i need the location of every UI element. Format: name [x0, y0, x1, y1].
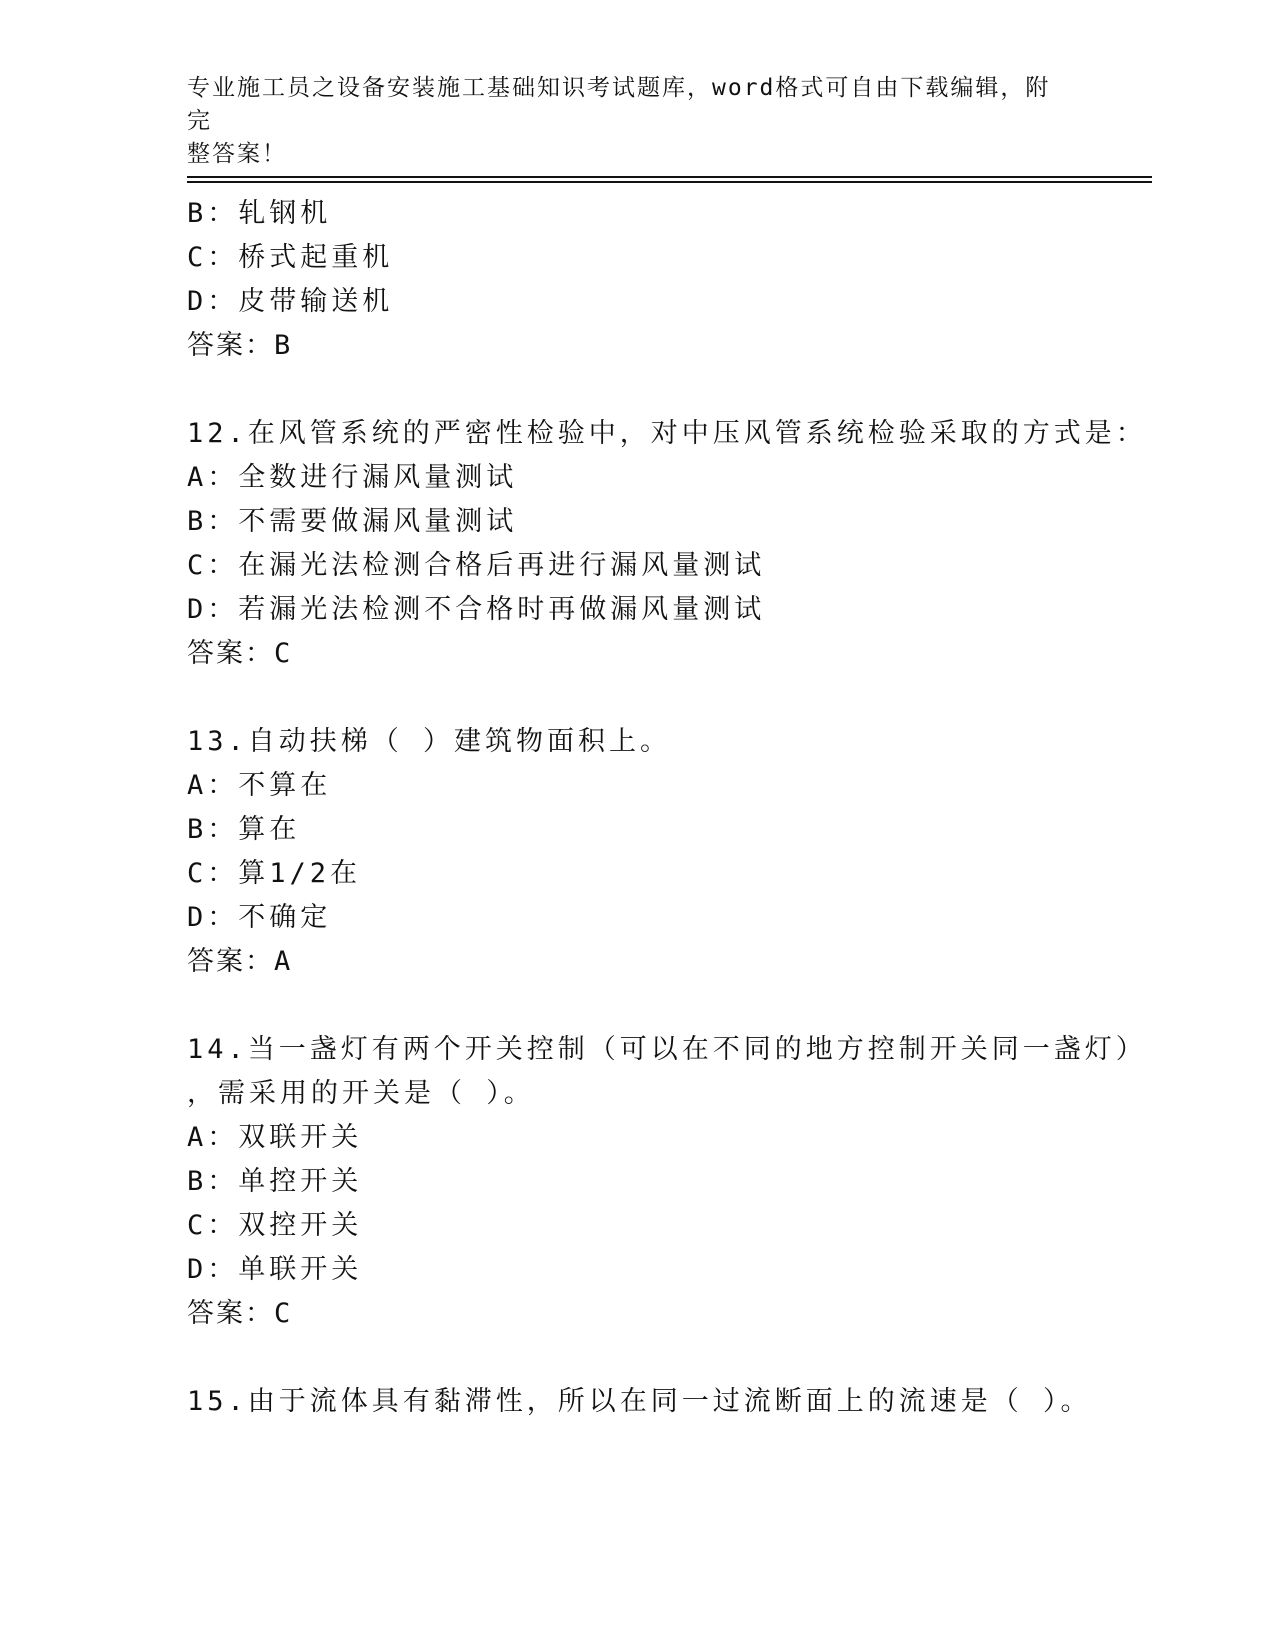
header-line-1: 专业施工员之设备安装施工基础知识考试题库，word格式可自由下载编辑，附完	[187, 75, 1051, 134]
document-header	[187, 72, 1067, 171]
q13-stem: 13.自动扶梯（ ）建筑物面积上。	[187, 726, 672, 757]
header-line-2: 整答案！	[187, 141, 287, 167]
q14-option-d: D：单联开关	[187, 1254, 363, 1285]
q11-answer: 答案：B	[187, 330, 293, 361]
q12-stem: 12.在风管系统的严密性检验中，对中压风管系统检验采取的方式是：	[187, 418, 1147, 449]
q11-option-d: D：皮带输送机	[187, 286, 394, 317]
q12-option-c: C：在漏光法检测合格后再进行漏风量测试	[187, 550, 766, 581]
q14-option-a: A：双联开关	[187, 1122, 363, 1153]
q14-stem-line-2: ，需采用的开关是（ ）。	[187, 1078, 535, 1109]
q11-option-c: C：桥式起重机	[187, 242, 394, 273]
q14-stem-line-1: 14.当一盏灯有两个开关控制（可以在不同的地方控制开关同一盏灯）	[187, 1034, 1147, 1065]
q14-option-c: C：双控开关	[187, 1210, 363, 1241]
q14-option-b: B：单控开关	[187, 1166, 363, 1197]
q12-option-b: B：不需要做漏风量测试	[187, 506, 518, 537]
q14-answer: 答案：C	[187, 1298, 293, 1329]
q13-option-c: C：算1/2在	[187, 858, 362, 889]
q13-answer: 答案：A	[187, 946, 293, 977]
q13-option-a: A：不算在	[187, 770, 332, 801]
q12-option-d: D：若漏光法检测不合格时再做漏风量测试	[187, 594, 766, 625]
q12-option-a: A：全数进行漏风量测试	[187, 462, 518, 493]
q12-answer: 答案：C	[187, 638, 293, 669]
q15-stem: 15.由于流体具有黏滞性，所以在同一过流断面上的流速是（ ）。	[187, 1386, 1092, 1417]
q13-option-d: D：不确定	[187, 902, 332, 933]
q11-option-b: B：轧钢机	[187, 198, 332, 229]
header-divider-bottom	[187, 181, 1152, 183]
q13-option-b: B：算在	[187, 814, 301, 845]
header-divider-top	[187, 176, 1152, 178]
